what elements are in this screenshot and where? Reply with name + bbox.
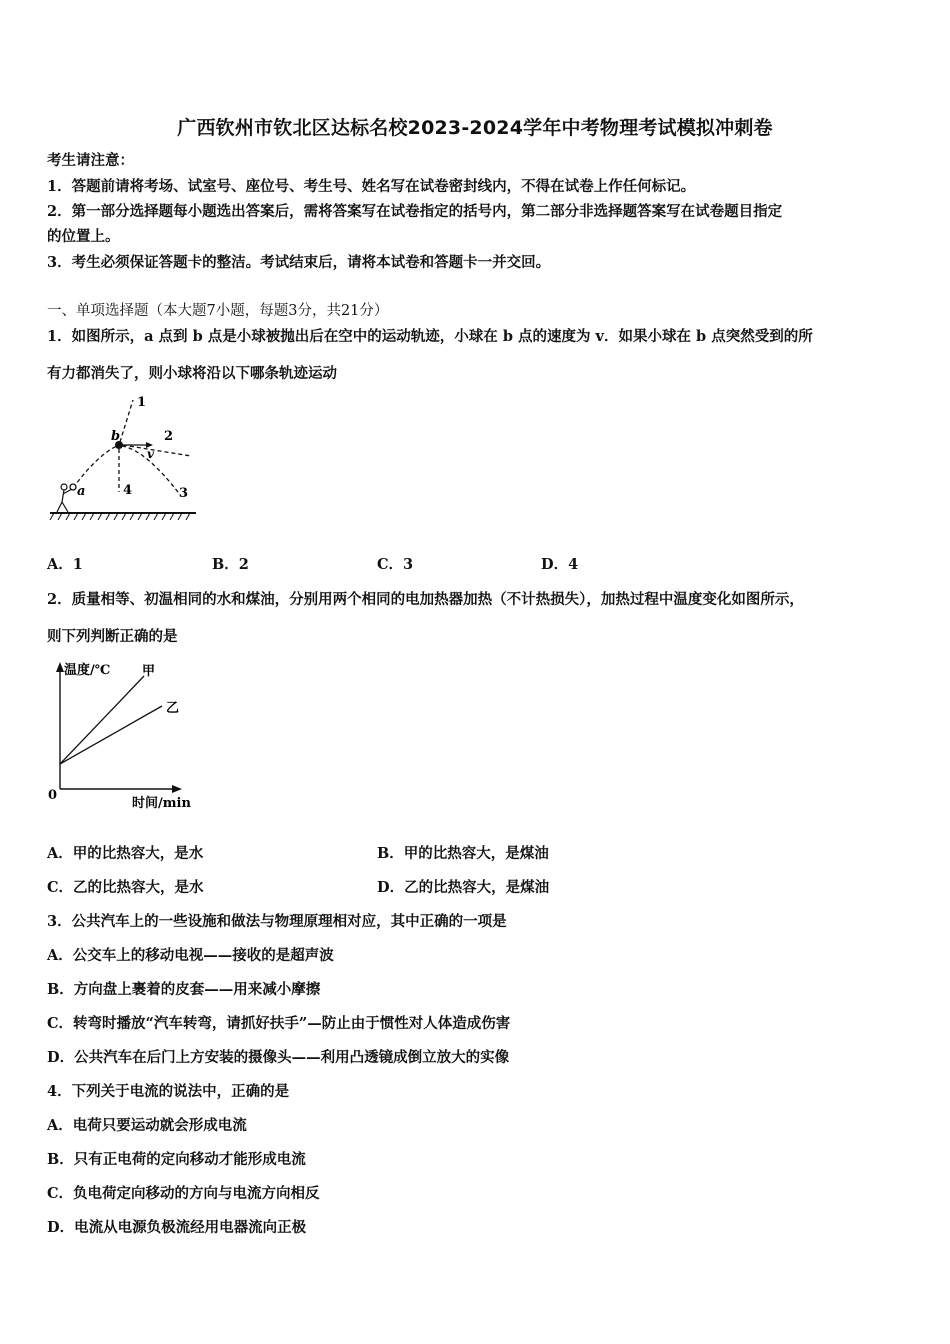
notice-item-2: 2．第一部分选择题每小题选出答案后，需将答案写在试卷指定的括号内，第二部分非选择题答案写在试卷题目指定 (47, 203, 783, 220)
x-axis-arrow (172, 785, 182, 793)
label-yi: 乙 (166, 701, 180, 716)
q3-option-c[interactable]: C．转弯时播放“汽车转弯，请抓好扶手”—防止由于惯性对人体造成伤害 (47, 1015, 511, 1032)
q1-option-b[interactable]: B．2 (212, 556, 249, 573)
label-point-a: a (77, 484, 86, 499)
line-yi (60, 706, 162, 764)
q1-trajectory-figure (46, 392, 206, 524)
label-velocity: v (147, 447, 154, 461)
point-a-marker (70, 484, 76, 490)
notice-item-3: 3．考生必须保证答题卡的整洁。考试结束后，请将本试卷和答题卡一并交回。 (47, 254, 551, 271)
label-path-3: 3 (179, 486, 189, 501)
section-heading: 一、单项选择题（本大题7小题，每题3分，共21分） (47, 303, 389, 319)
q1-stem-line1: 1．如图所示，a 点到 b 点是小球被抛出后在空中的运动轨迹，小球在 b 点的速度为 v．如果小球在 b 点突然受到的所 (47, 328, 813, 345)
q3-option-a[interactable]: A．公交车上的移动电视——接收的是超声波 (47, 947, 334, 964)
q3-option-b[interactable]: B．方向盘上裹着的皮套——用来减小摩擦 (47, 981, 321, 998)
ground-hatching (50, 513, 190, 520)
x-axis-label: 时间/min (132, 796, 191, 811)
label-path-4: 4 (123, 483, 133, 498)
q3-stem: 3．公共汽车上的一些设施和做法与物理原理相对应，其中正确的一项是 (47, 913, 507, 930)
line-jia (60, 676, 144, 764)
q1-option-d[interactable]: D．4 (541, 556, 579, 573)
q2-stem-line1: 2．质量相等、初温相同的水和煤油，分别用两个相同的电加热器加热（不计热损失），加热过程中温度变化如图所示， (47, 591, 804, 608)
q4-stem: 4．下列关于电流的说法中，正确的是 (47, 1083, 290, 1100)
origin-label: 0 (48, 788, 58, 803)
q1-option-c[interactable]: C．3 (377, 556, 414, 573)
q1-stem-line2: 有力都消失了，则小球将沿以下哪条轨迹运动 (47, 365, 337, 382)
q2-stem-line2: 则下列判断正确的是 (47, 628, 178, 645)
path-2 (123, 445, 191, 456)
notice-heading: 考生请注意： (47, 152, 134, 169)
trajectory-a-to-b (73, 445, 119, 488)
label-path-1: 1 (137, 395, 147, 410)
notice-item-1: 1．答题前请将考场、试室号、座位号、考生号、姓名写在试卷密封线内，不得在试卷上作任何标记。 (47, 178, 696, 195)
q2-option-b[interactable]: B．甲的比热容大，是煤油 (377, 845, 549, 862)
q4-option-c[interactable]: C．负电荷定向移动的方向与电流方向相反 (47, 1185, 320, 1202)
page-title: 广西钦州市钦北区达标名校2023-2024学年中考物理考试模拟冲刺卷 (177, 117, 773, 139)
q4-option-b[interactable]: B．只有正电荷的定向移动才能形成电流 (47, 1151, 306, 1168)
path-1 (120, 400, 133, 442)
label-jia: 甲 (142, 664, 156, 679)
q2-temperature-graph (46, 658, 206, 816)
q2-option-d[interactable]: D．乙的比热容大，是煤油 (377, 879, 550, 896)
label-point-b: b (111, 429, 121, 444)
q4-option-d[interactable]: D．电流从电源负极流经用电器流向正极 (47, 1219, 307, 1236)
y-axis-label: 温度/℃ (64, 663, 111, 678)
q1-option-a[interactable]: A．1 (47, 556, 83, 573)
notice-item-2-cont: 的位置上。 (47, 228, 120, 245)
q2-option-c[interactable]: C．乙的比热容大，是水 (47, 879, 204, 896)
y-axis-arrow (56, 662, 64, 672)
q2-option-a[interactable]: A．甲的比热容大，是水 (47, 845, 204, 862)
label-path-2: 2 (164, 429, 174, 444)
q4-option-a[interactable]: A．电荷只要运动就会形成电流 (47, 1117, 247, 1134)
q3-option-d[interactable]: D．公共汽车在后门上方安装的摄像头——利用凸透镜成倒立放大的实像 (47, 1049, 510, 1066)
